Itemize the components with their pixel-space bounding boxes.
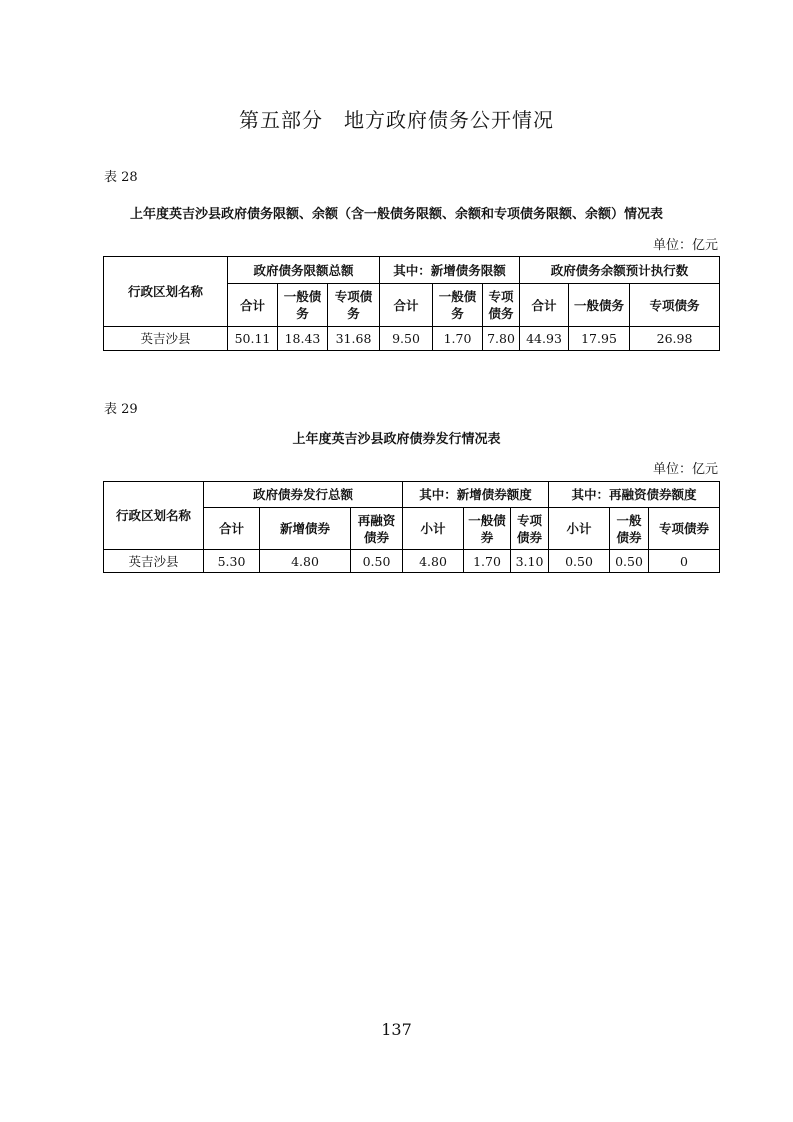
value-cell: 4.80 <box>260 550 351 573</box>
header-bond-issuance-total: 政府债券发行总额 <box>204 482 403 508</box>
header-region: 行政区划名称 <box>104 482 204 550</box>
value-cell: 1.70 <box>433 327 483 351</box>
table-29 <box>103 481 720 573</box>
header-general-bonds: 一般债券 <box>464 508 511 550</box>
value-cell: 44.93 <box>520 327 569 351</box>
value-cell: 0 <box>649 550 720 573</box>
header-total: 合计 <box>204 508 260 550</box>
header-new-bond-quota: 其中：新增债券额度 <box>403 482 549 508</box>
value-cell: 5.30 <box>204 550 260 573</box>
header-total: 合计 <box>228 284 278 327</box>
table-28-unit: 单位：亿元 <box>652 238 718 253</box>
value-cell: 0.50 <box>549 550 610 573</box>
region-cell: 英吉沙县 <box>104 550 204 573</box>
header-region: 行政区划名称 <box>104 257 228 327</box>
table-29-label: 表 29 <box>104 402 138 417</box>
header-subtotal: 小计 <box>403 508 464 550</box>
header-general-bonds: 一般债券 <box>610 508 649 550</box>
table-row <box>104 550 720 573</box>
header-special-debt: 专项债务 <box>630 284 720 327</box>
header-refinancing-bond-quota: 其中：再融资债券额度 <box>549 482 720 508</box>
table-29-unit: 单位：亿元 <box>652 462 718 477</box>
value-cell: 0.50 <box>610 550 649 573</box>
value-cell: 7.80 <box>483 327 520 351</box>
value-cell: 1.70 <box>464 550 511 573</box>
header-total: 合计 <box>380 284 433 327</box>
table-28-label: 表 28 <box>104 170 138 185</box>
header-general-debt: 一般债务 <box>433 284 483 327</box>
header-special-bonds: 专项债券 <box>511 508 549 550</box>
header-special-debt: 专项债务 <box>483 284 520 327</box>
header-debt-balance-estimate: 政府债务余额预计执行数 <box>520 257 720 284</box>
value-cell: 9.50 <box>380 327 433 351</box>
value-cell: 4.80 <box>403 550 464 573</box>
value-cell: 50.11 <box>228 327 278 351</box>
page-number: 137 <box>381 1020 412 1039</box>
value-cell: 3.10 <box>511 550 549 573</box>
header-general-debt: 一般债务 <box>569 284 630 327</box>
value-cell: 26.98 <box>630 327 720 351</box>
header-new-bonds: 新增债券 <box>260 508 351 550</box>
page-title: 第五部分 地方政府债务公开情况 <box>239 108 554 132</box>
header-refinancing-bonds: 再融资债券 <box>351 508 403 550</box>
value-cell: 0.50 <box>351 550 403 573</box>
header-special-debt: 专项债务 <box>328 284 380 327</box>
header-debt-limit-total: 政府债务限额总额 <box>228 257 380 284</box>
table-29-caption: 上年度英吉沙县政府债券发行情况表 <box>292 432 501 447</box>
header-new-debt-limit: 其中：新增债务限额 <box>380 257 520 284</box>
header-total: 合计 <box>520 284 569 327</box>
region-cell: 英吉沙县 <box>104 327 228 351</box>
value-cell: 31.68 <box>328 327 380 351</box>
header-special-bonds: 专项债券 <box>649 508 720 550</box>
table-row <box>104 327 720 351</box>
value-cell: 18.43 <box>278 327 328 351</box>
table-28-caption: 上年度英吉沙县政府债务限额、余额（含一般债务限额、余额和专项债务限额、余额）情况表 <box>129 207 663 222</box>
value-cell: 17.95 <box>569 327 630 351</box>
table-28 <box>103 256 720 351</box>
header-subtotal: 小计 <box>549 508 610 550</box>
header-general-debt: 一般债务 <box>278 284 328 327</box>
